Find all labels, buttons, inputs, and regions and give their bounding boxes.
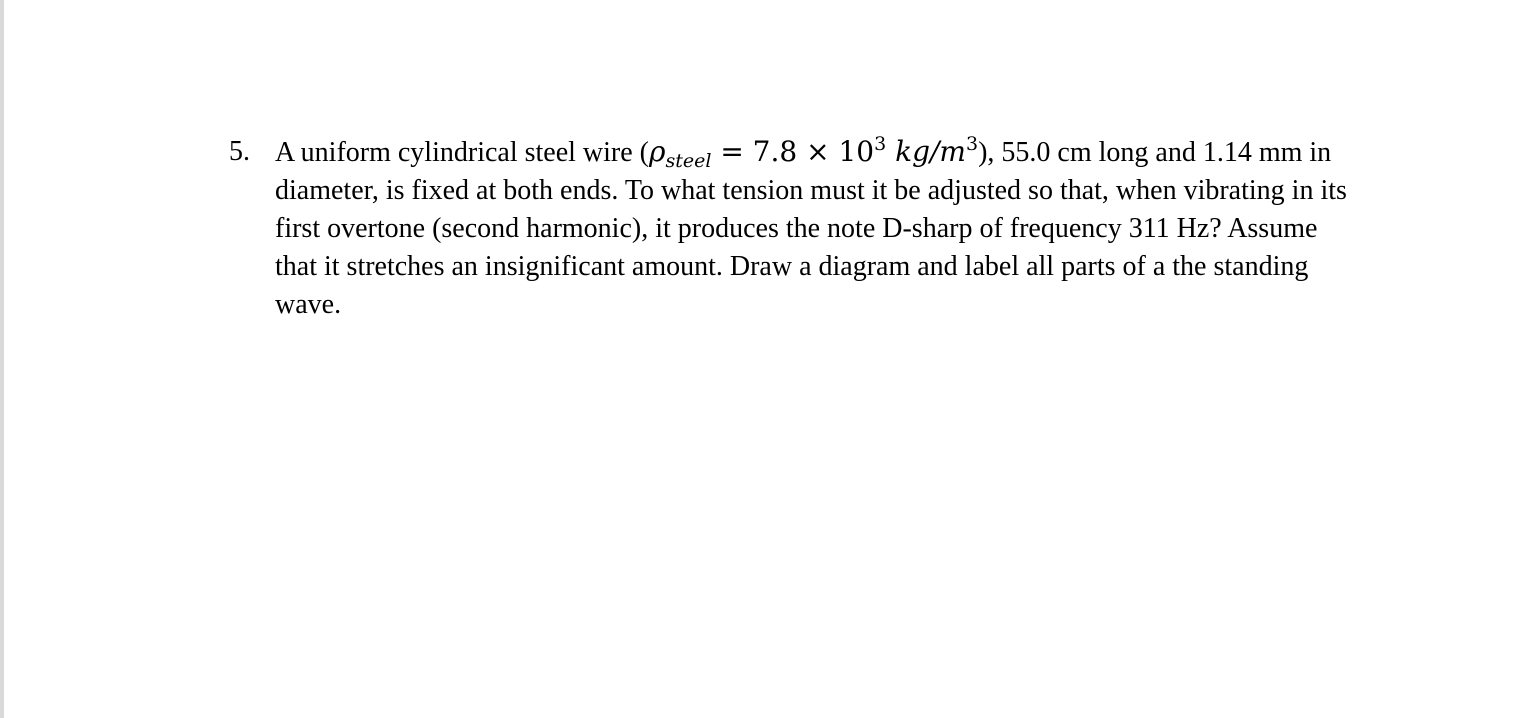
problem-5 <box>229 133 1359 324</box>
problem-number: 5. <box>229 136 250 167</box>
problem-text <box>275 133 1359 324</box>
rho-symbol: ρ <box>649 135 666 168</box>
density-value: = 7.8 × 10 <box>711 135 875 168</box>
problem-text-part-2: ), 55.0 cm long and 1.14 mm in diameter, is fixed at both ends. To what tension must it be adjusted so that, when vibrating in its first overtone (second harmonic), it produces the note D-sharp of frequency 311 Hz? Assume that it stretches an insignificant amount. Draw a diagram and label all parts of a the standing wave. <box>275 137 1347 320</box>
rho-subscript: steel <box>665 150 712 172</box>
page-left-edge <box>0 0 4 718</box>
units-exponent: 3 <box>965 133 979 155</box>
density-expression <box>649 133 979 172</box>
problem-text-part-1: A uniform cylindrical steel wire ( <box>275 137 649 168</box>
density-units: kg/m <box>886 135 966 168</box>
density-exponent: 3 <box>874 133 887 155</box>
